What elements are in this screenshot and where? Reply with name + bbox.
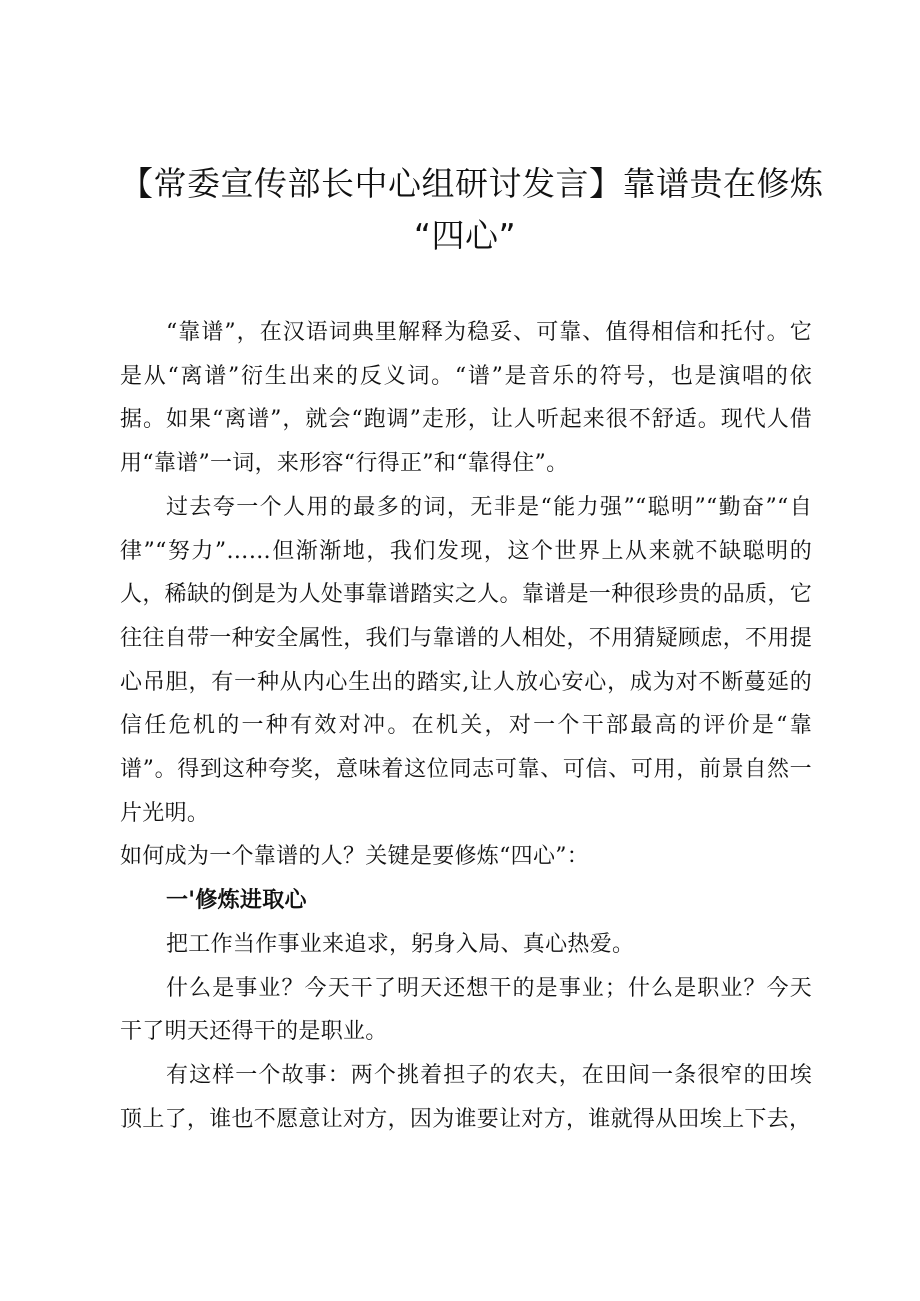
paragraph-reliability: 过去夸一个人用的最多的词，无非是“能力强”“聪明”“勤奋”“自律”“努力”……但渐渐地，我们发现，这个世界上从来就不缺聪明的人，稀缺的倒是为人处事靠谱踏实之人。靠谱是一种很珍贵的品质，它往往自带一种安全属性，我们与靠谱的人相处，不用猜疑顾虑，不用提心吊胆，有一种从内心生出的踏实,让人放心安心，成为对不断蔓延的信任危机的一种有效对冲。在机关，对一个干部最高的评价是“靠谱”。得到这种夸奖，意味着这位同志可靠、可信、可用，前景自然一片光明。 xyxy=(120,494,812,826)
title-line-1: 【常委宣传部长中心组研讨发言】靠谱贵在修炼 xyxy=(120,164,824,203)
paragraph-question: 如何成为一个靠谱的人？关键是要修炼“四心”： xyxy=(120,844,590,870)
paragraph-career: 把工作当作事业来追求，躬身入局、真心热爱。 xyxy=(166,931,635,957)
paragraph-what-is-career: 什么是事业？今天干了明天还想干的是事业；什么是职业？今天干了明天还得干的是职业。 xyxy=(120,975,812,1045)
paragraph-story: 有这样一个故事：两个挑着担子的农夫，在田间一条很窄的田埃顶上了，谁也不愿意让对方，因为谁要让对方，谁就得从田埃上下去， xyxy=(120,1062,812,1132)
paragraph-definition: “靠谱”，在汉语词典里解释为稳妥、可靠、值得相信和托付。它是从“离谱”衍生出来的反义词。“谱”是音乐的符号，也是演唱的依据。如果“离谱”，就会“跑调”走形，让人听起来很不舒适。现代人借用“靠谱”一词，来形容“行得正”和“靠得住”。 xyxy=(120,320,812,477)
document-title xyxy=(120,158,824,262)
title-line-2: “四心” xyxy=(413,216,517,255)
section-heading-1: 一'修炼进取心 xyxy=(166,888,307,914)
document-body xyxy=(120,311,812,1141)
